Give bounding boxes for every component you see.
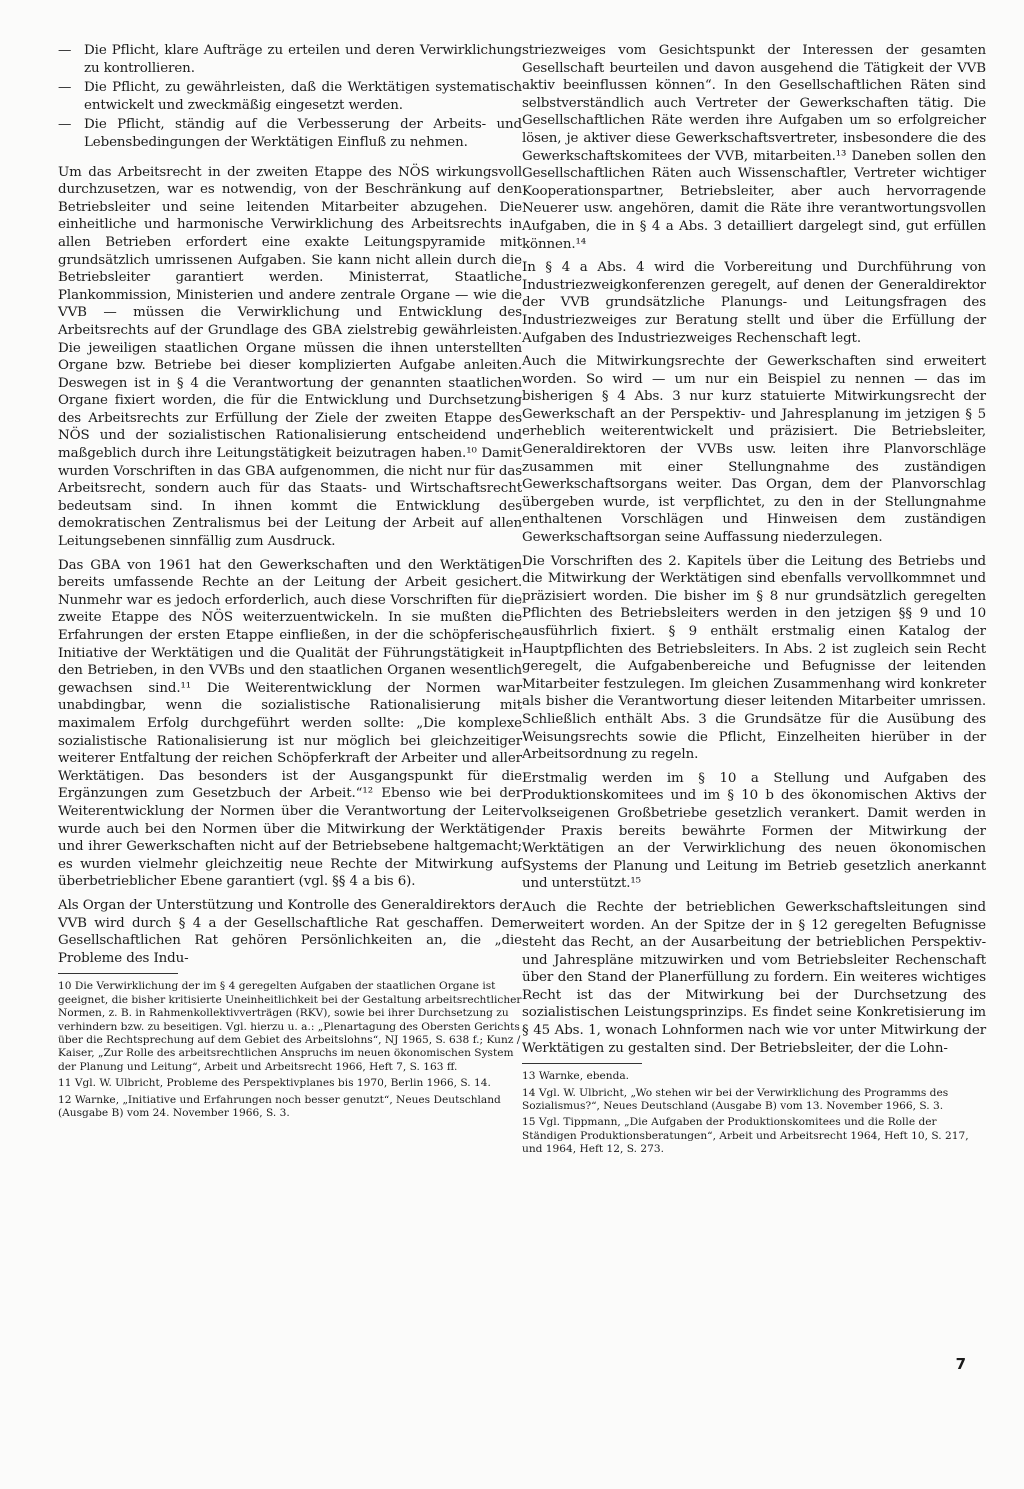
page-number: 7 — [955, 1355, 966, 1373]
paragraph: Die Vorschriften des 2. Kapitels über die Leitung des Betriebs und die Mitwirkung der Werktätigen sind ebenfalls vervollkommnet und präzisiert worden. Die bisher im § 8 nur grundsätzlich geregelten Pflichten des Betriebsleiters werden in den jetzigen §§ 9 und 10 ausführlich fixiert. § 9 enthält erstmalig einen Katalog der Hauptpflichten des Betriebsleiters. In Abs. 2 ist zugleich sein Recht geregelt, die Aufgabenbereiche und Befugnisse der leitenden Mitarbeiter festzulegen. Im gleichen Zusammenhang wird konkreter als bisher die Verantwortung dieser leitenden Mitarbeiter umrissen. Schließlich enthält Abs. 3 die Grundsätze für die Ausübung des Weisungsrechts sowie die Pflicht, Einzelheiten hierüber in der Arbeitsordnung zu regeln. — [522, 553, 986, 763]
duty-item: — Die Pflicht, zu gewährleisten, daß die Werktätigen systematisch entwickelt und zweckmäßig eingesetzt werden. — [58, 79, 522, 114]
paragraph: Erstmalig werden im § 10 a Stellung und Aufgaben des Produktionskomitees und im § 10 b des ökonomischen Aktivs der volkseigenen Großbetriebe gesetzlich verankert. Damit werden in der Praxis bereits bewährte Formen der Mitwirkung der Werktätigen an der Verwirklichung des neuen ökonomischen Systems der Planung und Leitung im Betrieb gesetzlich anerkannt und unterstützt.¹⁵ — [522, 770, 986, 892]
footnote: 13 Warnke, ebenda. — [522, 1070, 630, 1083]
paragraph: Um das Arbeitsrecht in der zweiten Etappe des NÖS wirkungsvoll durchzusetzen, war es notwendig, von der Beschränkung auf den Betriebsleiter und seine leitenden Mitarbeiter abzugehen. Die einheitliche und harmonische Verwirklichung des Arbeitsrechts in allen Betrieben erfordert eine exakte Leitungspyramide mit grundsätzlich umrissenen Aufgaben. Sie kann nicht allein durch die Betriebsleiter garantiert werden. Ministerrat, Staatliche Plankommission, Ministerien und andere zentrale Organe — wie die VVB — müssen die Verwirklichung und Entwicklung des Arbeitsrechts auf der Grundlage des GBA zielstrebig gewährleisten. Die jeweiligen staatlichen Organe müssen die ihnen unterstellten Organe bzw. Betriebe bei dieser komplizierten Aufgabe anleiten. Deswegen ist in § 4 die Verantwortung der genannten staatlichen Organe fixiert worden, die für die Entwicklung und Durchsetzung des Arbeitsrechts zur Erfüllung der Ziele der zweiten Etappe des NÖS und der sozialistischen Rationalisierung entscheidend und maßgeblich durch ihre Leitungstätigkeit beizutragen haben.¹⁰ Damit wurden Vorschriften in das GBA aufgenommen, die nicht nur für das Arbeitsrecht, sondern auch für das Staats- und Wirtschaftsrecht bedeutsam sind. In ihnen kommt die Entwicklung des demokratischen Zentralismus bei der Leitung der Arbeit auf allen Leitungsebenen sinnfällig zum Ausdruck. — [58, 164, 522, 550]
right-column — [522, 42, 986, 1160]
paragraph: striezweiges vom Gesichtspunkt der Interessen der gesamten Gesellschaft beurteilen und davon ausgehend die Tätigkeit der VVB aktiv beeinflussen können“. In den Gesellschaftlichen Räten sind selbstverständlich auch Vertreter der Gewerkschaften tätig. Die Gesellschaftlichen Räte werden ihre Aufgaben um so erfolgreicher lösen, je aktiver diese Gewerkschaftsvertreter, insbesondere die des Gewerkschaftskomitees der VVB, mitarbeiten.¹³ Daneben sollen den Gesellschaftlichen Räten auch Wissenschaftler, Vertreter wichtiger Kooperationspartner, Betriebsleiter, aber auch hervorragende Neuerer usw. angehören, damit die Räte ihre verantwortungsvollen Aufgaben, die in § 4 a Abs. 3 detailliert dargelegt sind, gut erfüllen können.¹⁴ — [522, 43, 986, 252]
footnote-divider — [522, 1063, 642, 1064]
duty-item: — Die Pflicht, ständig auf die Verbesserung der Arbeits- und Lebensbedingungen der Werktätigen Einfluß zu nehmen. — [58, 116, 522, 151]
footnotes — [58, 980, 522, 1120]
paragraph: Auch die Mitwirkungsrechte der Gewerkschaften sind erweitert worden. So wird — um nur ein Beispiel zu nennen — das im bisherigen § 4 Abs. 3 nur kurz statuierte Mitwirkungsrecht der Gewerkschaft an der Perspektiv- und Jahresplanung im jetzigen § 5 erheblich weiterentwickelt und präzisiert. Die Betriebsleiter, Generaldirektoren der VVBs usw. leiten ihre Planvorschläge zusammen mit einer Stellungnahme des zuständigen Gewerkschaftsorgans weiter. Das Organ, dem der Planvorschlag übergeben wurde, ist verpflichtet, zu den in der Stellungnahme enthaltenen Vorschlägen und Hinweisen dem zuständigen Gewerkschaftsorgan seine Auffassung niederzulegen. — [522, 354, 986, 546]
paragraph: Als Organ der Unterstützung und Kontrolle des Generaldirektors der VVB wird durch § 4 a der Gesellschaftliche Rat geschaffen. Dem Gesellschaftlichen Rat gehören Persönlichkeiten an, die „die Probleme des Indu- — [58, 897, 522, 966]
paragraph: In § 4 a Abs. 4 wird die Vorbereitung und Durchführung von Industriezweigkonferenzen geregelt, auf denen der Generaldirektor der VVB grundsätzliche Planungs- und Leitungsfragen des Industriezweiges zur Beratung stellt und über die Erfüllung der Aufgaben des Industriezweiges Rechenschaft legt. — [522, 260, 986, 346]
left-column — [58, 42, 522, 1123]
footnote: 14 Vgl. W. Ulbricht, „Wo stehen wir bei der Verwirklichung des Programms des Sozialismus?“, Neues Deutschland (Ausgabe B) vom 13. November 1966, S. 3. — [522, 1086, 949, 1113]
duty-list — [58, 42, 522, 152]
footnote: 15 Vgl. Tippmann, „Die Aufgaben der Produktionskomitees und die Rolle der Ständigen Produktionsberatungen“, Arbeit und Arbeitsrecht 1964, Heft 10, S. 217, und 1964, Heft 12, S. 273. — [522, 1116, 969, 1156]
paragraph: Auch die Rechte der betrieblichen Gewerkschaftsleitungen sind erweitert worden. An der Spitze der in § 12 geregelten Befugnisse steht das Recht, an der Ausarbeitung der betrieblichen Perspektiv- und Jahrespläne mitzuwirken und vom Betriebsleiter Rechenschaft über den Stand der Planerfüllung zu fordern. Ein weiteres wichtiges Recht ist das der Mitwirkung bei der Durchsetzung des sozialistischen Leistungsprinzips. Es findet seine Konkretisierung im § 45 Abs. 1, wonach Lohnformen nach wie vor unter Mitwirkung der Werktätigen zu gestalten sind. Der Betriebsleiter, der die Lohn- — [522, 899, 986, 1056]
footnotes — [522, 1070, 986, 1156]
footnote: 10 Die Verwirklichung der im § 4 geregelten Aufgaben der staatlichen Organe ist geeignet, die bisher kritisierte Uneinheitlichkeit bei der Gestaltung arbeitsrechtlicher Normen, z. B. in Rahmenkollektivverträgen (RKV), sowie bei ihrer Durchsetzung zu verhindern bzw. zu beseitigen. Vgl. hierzu u. a.: „Plenartagung des Obersten Gerichts über die Rechtsprechung auf dem Gebiet des Arbeitslohns“, NJ 1965, S. 638 f.; Kunz / Kaiser, „Zur Rolle des arbeitsrechtlichen Anspruchs im neuen ökonomischen System der Planung und Leitung“, Arbeit und Arbeitsrecht 1966, Heft 7, S. 163 ff. — [58, 980, 522, 1073]
footnote: 11 Vgl. W. Ulbricht, Probleme des Perspektivplanes bis 1970, Berlin 1966, S. 14. — [58, 1077, 491, 1090]
paragraph: Das GBA von 1961 hat den Gewerkschaften und den Werktätigen bereits umfassende Rechte an der Leitung der Arbeit gesichert. Nunmehr war es jedoch erforderlich, auch diese Vorschriften für die zweite Etappe des NÖS weiterzuentwickeln. In sie mußten die Erfahrungen der ersten Etappe einfließen, in der die schöpferische Initiative der Werktätigen und die Qualität der Führungstätigkeit in den Betrieben, in den VVBs und den staatlichen Organen wesentlich gewachsen sind.¹¹ Die Weiterentwicklung der Normen war unabdingbar, wenn die sozialistische Rationalisierung mit maximalem Erfolg durchgeführt werden sollte: „Die komplexe sozialistische Rationalisierung ist nur möglich bei gleichzeitiger weiterer Entfaltung der reichen Schöpferkraft der Arbeiter und aller Werktätigen. Das besonders ist der Ausgangspunkt für die Ergänzungen zum Gesetzbuch der Arbeit.“¹² Ebenso wie bei der Weiterentwicklung der Normen über die Verantwortung der Leiter wurde auch bei den Normen über die Mitwirkung der Werktätigen und ihrer Gewerkschaften nicht auf der Betriebsebene haltgemacht; es wurden vielmehr gleichzeitig neue Rechte der Mitwirkung auf überbetrieblicher Ebene garantiert (vgl. §§ 4 a bis 6). — [58, 557, 522, 890]
footnote-divider — [58, 973, 178, 974]
duty-item: — Die Pflicht, klare Aufträge zu erteilen und deren Verwirklichung zu kontrollieren. — [58, 42, 522, 77]
footnote: 12 Warnke, „Initiative und Erfahrungen noch besser genutzt“, Neues Deutschland (Ausgabe B) vom 24. November 1966, S. 3. — [58, 1093, 501, 1119]
